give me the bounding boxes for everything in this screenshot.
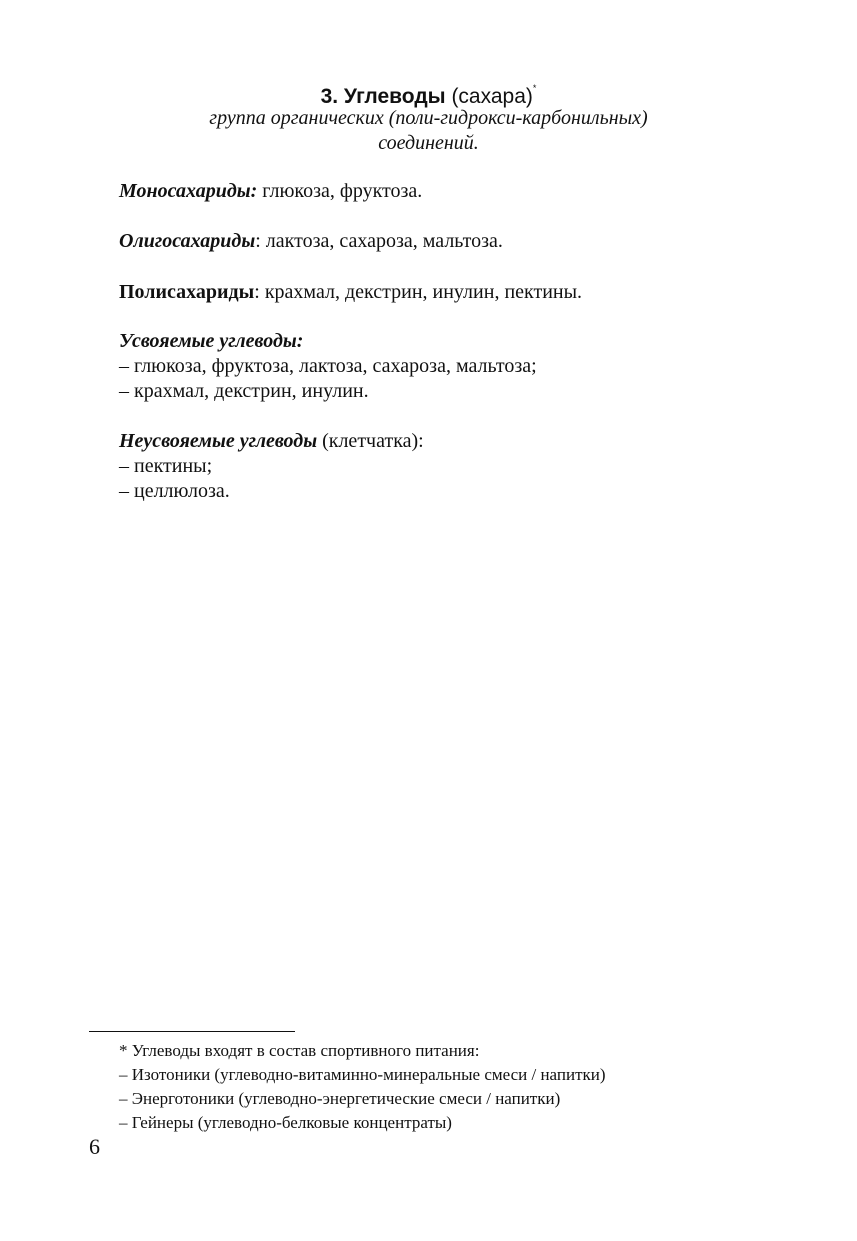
list-item: – глюкоза, фруктоза, лактоза, сахароза, мальтоза;: [119, 355, 537, 377]
subtitle-line-2: соединений.: [378, 132, 479, 154]
subtitle-line-1: группа органических (поли-гидрокси-карбонильных): [209, 107, 648, 129]
section-subtitle: [0, 106, 857, 156]
oligosaccharides-term: Олигосахариды: [119, 230, 256, 252]
heading-parenthetical: (сахара): [451, 85, 533, 108]
digestible-carbs-term: Усвояемые углеводы:: [119, 330, 304, 352]
footnote-line: – Энерготоники (углеводно-энергетические смеси / напитки): [119, 1089, 561, 1108]
oligosaccharides-text: : лактоза, сахароза, мальтоза.: [255, 230, 503, 252]
indigestible-carbs-block: [119, 429, 799, 504]
heading-title: 3. Углеводы: [320, 85, 446, 108]
oligosaccharides-paragraph: [119, 229, 799, 254]
indigestible-carbs-term: Неусвояемые углеводы: [119, 430, 318, 452]
footnote-divider: [89, 1031, 295, 1032]
indigestible-carbs-text: (клетчатка):: [317, 430, 424, 452]
monosaccharides-term: Моносахариды:: [119, 180, 258, 202]
polysaccharides-text: : крахмал, декстрин, инулин, пектины.: [254, 281, 583, 303]
list-item: – крахмал, декстрин, инулин.: [119, 380, 369, 402]
footnote-marker: *: [532, 83, 537, 93]
footnote: [119, 1039, 819, 1135]
footnote-line: * Углеводы входят в состав спортивного питания:: [119, 1041, 480, 1060]
digestible-carbs-block: [119, 329, 799, 404]
list-item: – пектины;: [119, 455, 213, 477]
monosaccharides-text: глюкоза, фруктоза.: [257, 180, 423, 202]
footnote-line: – Гейнеры (углеводно-белковые концентраты): [119, 1113, 452, 1132]
monosaccharides-paragraph: [119, 179, 799, 204]
page-number: 6: [89, 1134, 100, 1159]
polysaccharides-paragraph: [119, 280, 799, 305]
polysaccharides-term: Полисахариды: [119, 281, 255, 303]
footnote-line: – Изотоники (углеводно-витаминно-минеральные смеси / напитки): [119, 1065, 606, 1084]
indigestible-carbs-heading: [119, 429, 799, 454]
list-item: – целлюлоза.: [119, 480, 230, 502]
